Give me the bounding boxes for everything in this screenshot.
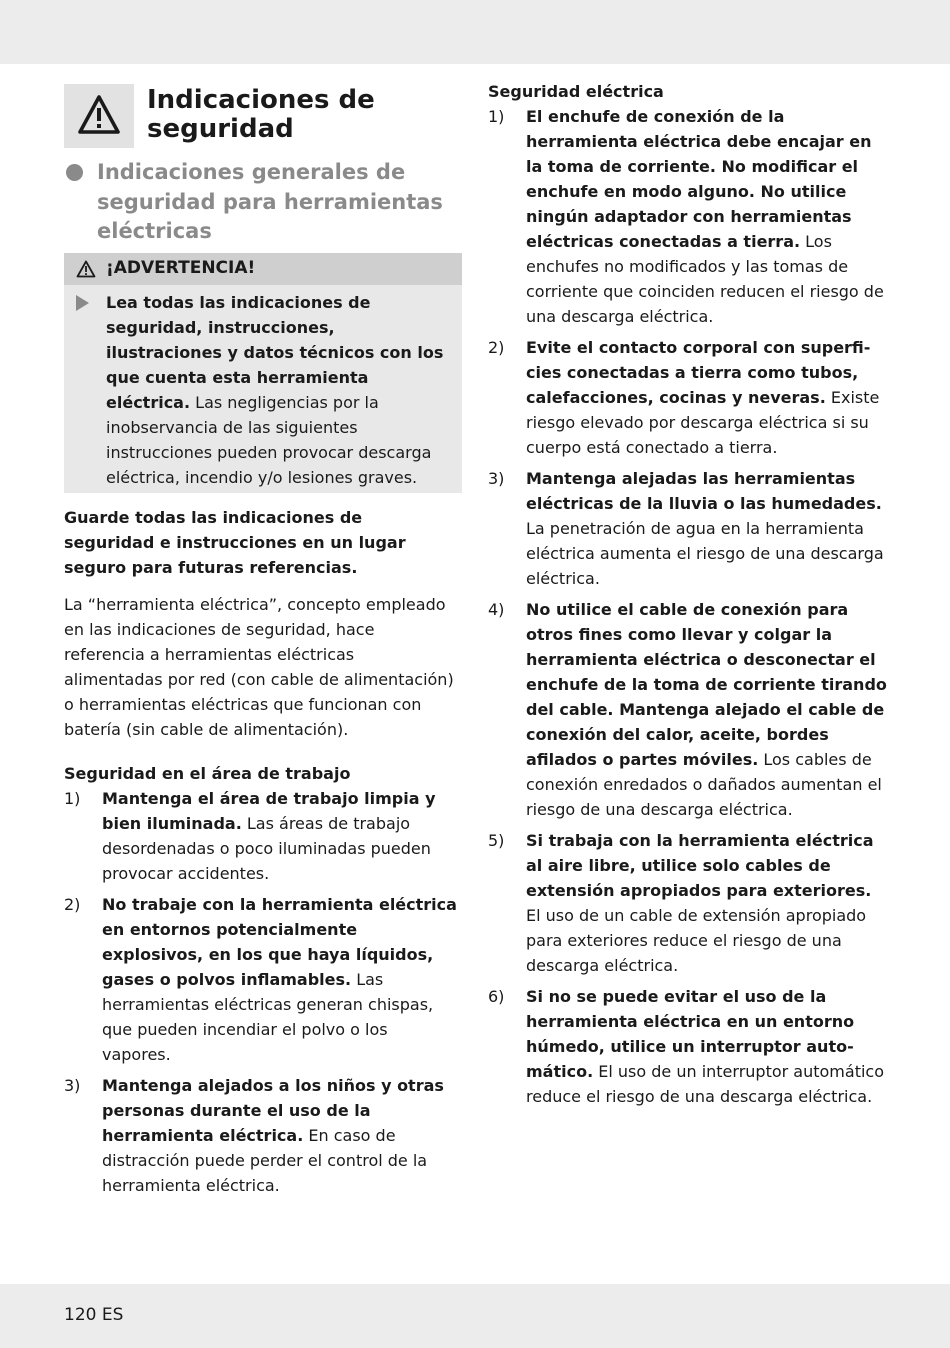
item-bold: El enchufe de conexión de la herramienta eléctrica debe encajar en la toma de corriente. No modificar el enchufe en modo alguno. No utilice ningún adaptador con herramientas eléctricas conectadas a tierra. xyxy=(526,107,872,251)
subsection-heading xyxy=(64,158,462,247)
definition-block xyxy=(64,592,456,742)
item-bold: Mantenga alejados a los niños y otras personas durante el uso de la herramienta eléctrica. xyxy=(102,1076,444,1145)
item-text xyxy=(102,786,458,886)
bottom-band xyxy=(0,1284,950,1348)
work-area-section xyxy=(64,761,458,1198)
warning-box xyxy=(64,253,462,493)
item-number: 3) xyxy=(64,1076,81,1095)
title-block xyxy=(64,84,462,148)
keep-note: Guarde todas las indicaciones de seguridad e instrucciones en un lugar seguro para futuras referencias. xyxy=(64,508,406,577)
page-number xyxy=(64,1305,123,1325)
item-text xyxy=(526,828,888,978)
item-bold: Evite el contacto corporal con superfi- cies conectadas a tierra como tubos, calefacciones, cocinas y neveras. xyxy=(526,338,871,407)
warning-bold: Lea todas las indicaciones de seguridad, instrucciones, ilustraciones y datos técnicos con los que cuenta esta herramienta eléctrica. xyxy=(106,293,444,412)
item-body: Los enchufes no modificados y las tomas de corriente que coinciden reducen el riesgo de una descarga eléctrica. xyxy=(526,232,884,326)
electrical-section xyxy=(488,79,888,1109)
item-body: Las herramientas eléctricas generan chispas, que pueden incendiar el polvo o los vapores. xyxy=(102,970,434,1064)
top-band xyxy=(0,0,950,64)
warning-body: Las negligencias por la inobservancia de las siguientes instrucciones pueden provocar descarga eléctrica, incendio y/o lesiones graves. xyxy=(106,393,432,487)
item-bold: Mantenga el área de trabajo limpia y bien iluminada. xyxy=(102,789,436,833)
item-body: Existe riesgo elevado por descarga eléctrica si su cuerpo está conectado a tierra. xyxy=(526,388,880,457)
item-body: El uso de un interruptor automático reduce el riesgo de una descarga eléctrica. xyxy=(526,1062,884,1106)
item-text xyxy=(102,892,458,1067)
item-body: La penetración de agua en la herramienta eléctrica aumenta el riesgo de una descarga eléctrica. xyxy=(526,519,884,588)
list-item xyxy=(488,335,888,460)
list-item xyxy=(488,828,888,978)
page-lang: ES xyxy=(101,1305,124,1325)
item-text xyxy=(102,1073,458,1198)
item-body: Las áreas de trabajo desordenadas o poco iluminadas pueden provocar accidentes. xyxy=(102,814,431,883)
item-number: 5) xyxy=(488,831,505,850)
item-bold: No utilice el cable de conexión para otros fines como llevar y colgar la herramienta eléctrica o desconectar el enchufe de la toma de corriente tirando del cable. Mantenga alejado el cable de conexión del calor, aceite, bordes afilados o partes móviles. xyxy=(526,600,887,769)
item-bold: Si no se puede evitar el uso de la herramienta eléctrica en un entorno húmedo, utilice un interruptor auto- mático. xyxy=(526,987,855,1081)
page-title: Indicaciones de seguridad xyxy=(147,85,375,144)
item-text xyxy=(526,597,888,822)
arrow-right-icon xyxy=(76,295,89,311)
item-body: En caso de distracción puede perder el control de la herramienta eléctrica. xyxy=(102,1126,428,1195)
item-number: 2) xyxy=(488,338,505,357)
item-bold: Mantenga alejadas las herramientas eléctricas de la lluvia o las humedades. xyxy=(526,469,882,513)
list-item xyxy=(64,786,458,886)
list-item xyxy=(488,597,888,822)
item-number: 6) xyxy=(488,987,505,1006)
item-number: 2) xyxy=(64,895,81,914)
item-body: Los cables de conexión enredados o dañados aumentan el riesgo de una descarga eléctrica. xyxy=(526,750,882,819)
item-text xyxy=(526,984,888,1109)
item-bold: No trabaje con la herramienta eléctrica en entornos potencialmente explosivos, en los que haya líquidos, gases o polvos inflamables. xyxy=(102,895,457,989)
item-body: El uso de un cable de extensión apropiado para exteriores reduce el riesgo de una descarga eléctrica. xyxy=(526,906,867,975)
warning-triangle-icon xyxy=(64,84,134,148)
warning-header xyxy=(64,253,462,285)
electrical-heading: Seguridad eléctrica xyxy=(488,82,664,101)
item-text xyxy=(526,104,888,329)
list-item xyxy=(488,104,888,329)
item-number: 1) xyxy=(488,107,505,126)
work-area-heading: Seguridad en el área de trabajo xyxy=(64,764,351,783)
item-number: 3) xyxy=(488,469,505,488)
definition-text: La “herramienta eléctrica”, concepto empleado en las indicaciones de seguridad, hace referencia a herramientas eléctricas alimentadas por red (con cable de alimentación) o herramientas eléctricas que funcionan con batería (sin cable de alimentación). xyxy=(64,595,454,739)
item-text xyxy=(526,335,888,460)
list-item xyxy=(64,1073,458,1198)
list-item xyxy=(64,892,458,1067)
item-text xyxy=(526,466,888,591)
item-number: 1) xyxy=(64,789,81,808)
item-bold: Si trabaja con la herramienta eléctrica al aire libre, utilice solo cables de extensión apropiados para exteriores. xyxy=(526,831,874,900)
list-item xyxy=(488,984,888,1109)
list-item xyxy=(488,466,888,591)
warning-text xyxy=(106,290,456,490)
page-number-value: 120 xyxy=(64,1305,97,1325)
item-number: 4) xyxy=(488,600,505,619)
subsection-title: Indicaciones generales de seguridad para herramientas eléctricas xyxy=(97,160,443,243)
bullet-dot-icon xyxy=(66,164,83,181)
keep-note-block xyxy=(64,505,434,580)
warning-label: ¡ADVERTENCIA! xyxy=(106,258,256,278)
warning-small-icon xyxy=(76,260,96,278)
